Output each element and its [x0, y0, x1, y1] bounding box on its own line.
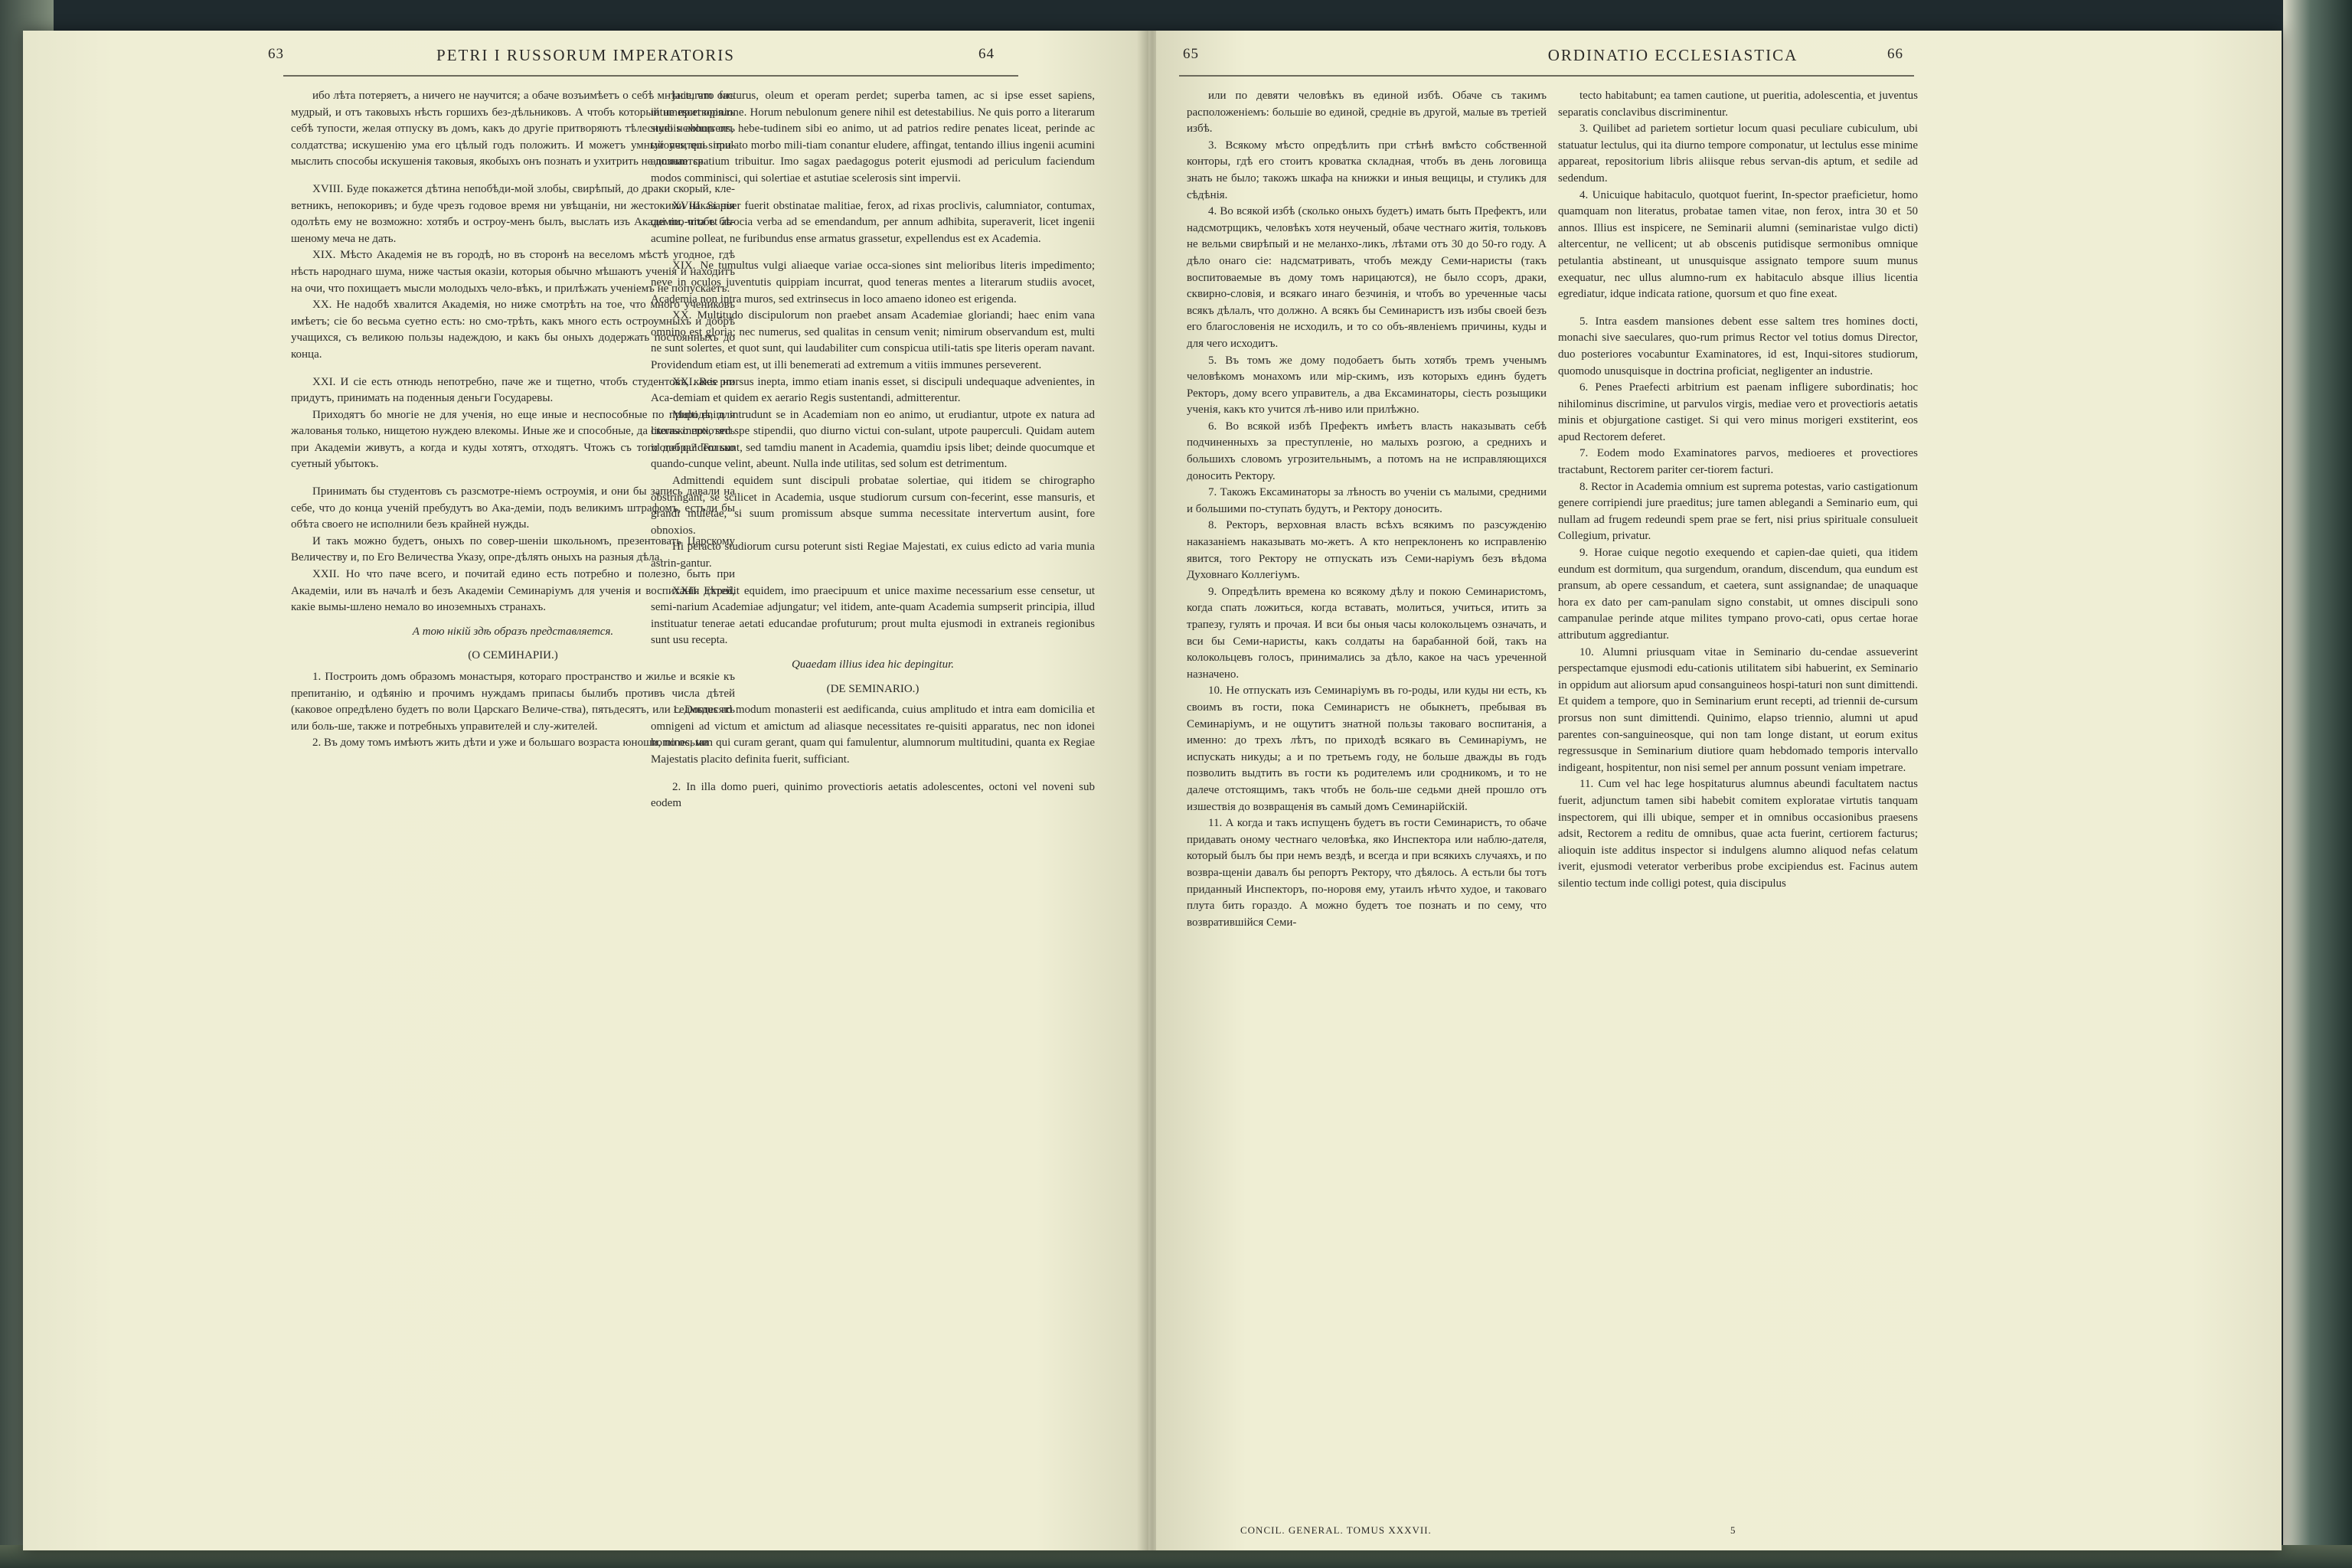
paragraph: Multi enim intrudunt se in Academiam non eo animo, ut erudiantur, utpote ex natura ad literas inepti, sed spe stipendii, quo diurno victui con-sulant, utpote pauperculi. Quidam autem idonei quidem sunt, sed tamdiu manent in Academia, quamdiu ipsis libet; deinde quocumque et quando-cunque velint, abeunt. Nulla inde utilitas, sed solum est detrimentum. [651, 408, 1095, 471]
latin-column [1558, 88, 1918, 1504]
section-subtitle: А тою нікій здѣ образъ представляется. [412, 625, 614, 638]
paragraph: 10. Не отпускать изъ Семинаріумъ въ го-роды, или куды ни есть, къ своимъ въ гости, пока Семинаристъ не обыкнетъ, пребывая въ Семинаріумъ, и не ощутитъ знатной пользы таковаго воспитанія, а именно: до трехъ лѣтъ, по приходѣ всякаго въ Семинаріумъ, не испускать никуды; а и по третьемъ году, не больше дважды въ годъ позволить выдтить въ гости къ родителемъ или сродникомъ, и то не далече отстоящимъ, такъ чтобъ не боль-ше седьми дней прошло отъ изшествія до возвращенія въ самый домъ Семинарійскій. [1187, 684, 1547, 813]
paragraph: XX. Multitudo discipulorum non praebet ansam Academiae gloriandi; haec enim vana omnino est gloria; nec numerus, sed qualitas in censum venit; nimirum observandum est, multi ne sunt solertes, et quot sunt, qui laudabiliter cum conspicua utili-tatis spe literis operam navant. Providendum etiam est, ut illi benemerati ad extremum a vitiis immunes perseverent. [651, 309, 1095, 371]
paragraph: XVIII. Буде покажется дѣтина непобѣди-мой злобы, свирѣпый, до драки скорый, кле-ветникъ, непокоривъ; и буде чрезъ годовое время ни увѣщаніи, ни жестокими наказанія одолѣть ему не возможно: хотябъ и остроу-менъ былъ, выслать изъ Академіи, чтобъ бѣ-шеному меча не дать. [291, 182, 735, 245]
paragraph: tecto habitabunt; ea tamen cautione, ut pueritia, adolescentia, et juventus separatis conclavibus discriminentur. [1558, 90, 1918, 119]
paragraph: 2. In illa domo pueri, quinimo provectioris aetatis adolescentes, octoni vel noveni sub eodem [651, 780, 1095, 810]
paragraph: 8. Ректоръ, верховная власть всѣхъ всякимъ по разсужденію наказаніемъ наказывать мо-жетъ. А кто непреклоненъ ко исправленію явится, того Ректору не отпускать изъ Семи-наріумъ безъ вѣдома Духовнаго Коллегіумъ. [1187, 519, 1547, 582]
paragraph: XXII. Expedit equidem, imo praecipuum et unice maxime necessarium esse censetur, ut semi-narium Academiae adjungatur; vel itidem, ante-quam Academia sumpserit principia, illud instituatur tenerae aetati educandae profuturum; prout multa ejusmodi in extraneis regionibus sunt usu recepta. [651, 584, 1095, 647]
paragraph: 5. Intra easdem mansiones debent esse saltem tres homines docti, monachi sive saeculares, quo-rum primus Rector vel totius domus Director, duo posteriores vocabuntur Examinatores, id est, Inqui-sitores studiorum, quomodo unusquisque in doctrina proficiat, negligenter an industrie. [1558, 315, 1918, 377]
book-spread [23, 31, 2282, 1550]
paragraph: XXI. И сіе есть отнюдь непотребно, паче же и тщетно, чтобъ студентовъ, какіе ни придутъ, принимать на поденныя деньги Государевы. [291, 375, 735, 405]
latin-column [651, 88, 1095, 1520]
page-number: 66 [1887, 46, 1903, 62]
page-footer: CONCIL. GENERAL. TOMUS XXXVII. [1240, 1524, 1432, 1536]
paragraph: 11. А когда и такъ испущенъ будетъ въ гости Семинаристъ, то обаче придавать оному честнаго человѣка, яко Инспектора или наблю-дателя, который былъ бы при немъ вездѣ, и всегда и при всякихъ случаяхъ, и по возвра-щеніи давалъ бы репортъ Ректору, что дѣялось. А естьли бы тотъ приданный Инспекторъ, по-норовя ему, утаилъ нѣчто худое, и таковаго плута бить гораздо. А можно будетъ тое познать и по сему, что возвратившійся Семи- [1187, 817, 1547, 929]
paragraph: XVIII. Si puer fuerit obstinatae malitiae, ferox, ad rixas proclivis, calumniator, contumax, qui mo-nita et atrocia verba ad se emendandum, per annum adhibita, superaverit, licet ingenii acumine polleat, ne furibundus ense armatus grassetur, expellendus est ex Academia. [651, 199, 1095, 245]
paragraph: Hi peracto studiorum cursu poterunt sisti Regiae Majestati, ex cuius edicto ad varia munia astrin-gantur. [651, 541, 1095, 570]
page-stack-right [2283, 0, 2352, 1568]
header-rule [283, 75, 1018, 77]
paragraph: 9. Опредѣлить времена ко всякому дѣлу и покою Семинаристомъ, когда спать ложиться, когда вставать, молиться, учиться, итить за трапезу, гулять и прочая. И вси бы оныя часы колокольцемъ означать, и вси бы Семи-наристы, какъ солдаты на барабанной бой, такъ на колокольцевъ голосъ, принимались за дѣло, какое на часъ уреченной назначено. [1187, 585, 1547, 681]
paragraph: XXI. Res prorsus inepta, immo etiam inanis esset, si discipuli undequaque advenientes, in Aca-demiam et quidem ex aerario Regis sustentandi, admitterentur. [651, 375, 1095, 405]
page-number: 65 [1183, 46, 1199, 62]
paragraph: И такъ можно будетъ, оныхъ по совер-шеніи школьномъ, презентовать Царскому Величеству и, по Его Величества Указу, опре-дѣлять оныхъ на разныя дѣла. [291, 534, 735, 564]
page-number: 63 [268, 46, 284, 62]
paragraph: 8. Rector in Academia omnium est suprema potestas, vario castigationum genere corripiendi jure praeditus; jure tamen ablegandi a Seminario eum, qui nullam ad frugem redeundi spem prae se fert, nisi prius spirituale consulueit Collegium, privatur. [1558, 480, 1918, 543]
paragraph: XIX. Мѣсто Академія не въ городѣ, но въ сторонѣ на веселомъ мѣстѣ угодное, гдѣ нѣсть народнаго шума, ниже частыя оказіи, которыя обычно мѣшаютъ ученія и находитъ на очи, что похищаетъ мысли молодыхъ чело-вѣкъ, и прилѣжать ученіемъ не попускаетъ. [291, 249, 735, 295]
paragraph: 7. Такожъ Ексаминаторы за лѣность во ученіи съ малыми, средними и большими по-ступать будутъ, и Ректору доносить. [1187, 486, 1547, 515]
paragraph: 3. Всякому мѣсто опредѣлить при стѣнѣ вмѣсто собственной конторы, гдѣ его стоитъ кроватка складная, чтобъ въ день логовища знать не было; такожъ шкафа на книжки и иныя вещицы, и стуликъ для сѣдѣнія. [1187, 139, 1547, 201]
section-heading: (О СЕМИНАРІИ.) [468, 649, 558, 662]
signature-mark: 5 [1730, 1524, 1736, 1536]
running-head: PETRI I RUSSORUM IMPERATORIS [436, 46, 735, 64]
paragraph: Приходятъ бо многіе не для ученія, но еще иные и неспособные по природѣ, для жалованья только, нищетою нуждею влекомы. Иные же и способные, да сколько похотятъ при Академіи живутъ, а когда и куды хотятъ, отходятъ. Чтожъ съ того добра? Только суетный убытокъ. [291, 408, 735, 471]
paragraph: 9. Horae cuique negotio exequendo et capien-dae quieti, qua itidem eundum est dormitum, qua surgendum, orandum, discendum, qua eundum est pransum, ab opere cessandum, et caetera, sunt assignandae; de unaquaque hora ex dato per cam-panulam signo constabit, ut omnes discipuli sono campanulae perinde atque milites tympano provo-cati, opus certae horae attributum aggrediantur. [1558, 547, 1918, 642]
right-page-header [1156, 46, 2282, 77]
paragraph: 1. Построить домъ образомъ монастыря, котораго пространство и жилье и всякіе къ препитанію, и одѣянію и прочимъ нуждамъ припасы былибъ противъ числа дѣтей (каковое опредѣлено будетъ по воли Царскаго Величе-ства), пятьдесятъ, или седмьдесятъ или боль-ше, также и потребныхъ управителей и слу-жителей. [291, 671, 735, 733]
paragraph: 11. Cum vel hac lege hospitaturus alumnus abeundi facultatem nactus fuerit, adjunctum tamen sibi habebit comitem exploratae virtutis tanquam inspectorem, qui illi ubique, semper et in omnibus occasionibus praesens adsit, Rectorem a reditu de omnibus, quae acta fuerint, certiorem facturus; alioquin iste additus inspector si indulgens alumno aliquod nefas celatum iverit, ejusmodi veterator verberibus probe excipiendus est. Facinus autem silentio tectum inde colligi potest, quia discipulus [1558, 778, 1918, 890]
paragraph: 3. Quilibet ad parietem sortietur locum quasi peculiare cubiculum, ubi statuatur lectulus, qui ita diurno tempore componatur, ut lectulus esse minime appareat, repositorium libris aliisque rebus servan-dis aptum, et sedile ad sedendum. [1558, 122, 1918, 185]
header-rule [1179, 75, 1914, 77]
paragraph: XX. Не надобѣ хвалится Академія, но ниже смотрѣть на тое, что много учениковъ имѣетъ; сіе бо весьма суетно есть: но смо-трѣть, какъ много есть остроумныхъ и добрѣ учащихся, съ великою пользы надеждою, и какъ бы оныхъ додержать постоянныхъ до конца. [291, 299, 735, 361]
paragraph: 6. Penes Praefecti arbitrium est paenam infligere subordinatis; hoc nihilominus discrimine, ut parvulos virgis, mediae vero et provectioris aetatis minis et objurgatione castiget. Si qui vero minus morigeri exstiterint, eos apud Rectorem deferet. [1558, 381, 1918, 443]
paragraph: XXII. Но что паче всего, и почитай едино есть потребно и полезно, быть при Академіи, или въ началѣ и безъ Академіи Семинаріумъ для ученія и воспитанія дѣтей, какіе вымы-шлено немало во иноземныхъ странахъ. [291, 568, 735, 614]
paragraph: 6. Во всякой избѣ Префектъ имѣетъ власть наказывать себѣ подчиненныхъ за преступленіе, но малыхъ розгою, а среднихъ и большихъ словомъ угрозительнымъ, а потомъ на не исправляющихся доносить Ректору. [1187, 420, 1547, 482]
page-number: 64 [978, 46, 995, 62]
paragraph: 5. Въ томъ же дому подобаетъ быть хотябъ тремъ ученымъ человѣкомъ монахомъ или мір-скимъ, изъ которыхъ единъ будетъ Ректоръ, дому всего управитель, а два Ексаминаторы, сіесть розыщики ученія, какъ кто учится лѣ-ниво или прилѣжно. [1187, 354, 1547, 416]
paragraph: 4. Unicuique habitaculo, quotquot fuerint, In-spector praeficietur, homo quamquam non literatus, probatae tamen vitae, non ferox, intra 30 et 50 annos. Illius est inspicere, ne Seminarii alumni (seminaristae vulgo dicti) altercentur, ne vellicent; ut ab obscenis putidisque sermonibus omnique petulantia abstineant, ut unusquisque assignato tempore suum munus exequatur, nec ullus alumno-rum ex habitaculo absque illius licentia egrediatur, idque indicata ratione, quorsum et quo fine exeat. [1558, 188, 1918, 301]
paragraph: Принимать бы студентовъ съ разсмотре-ніемъ остроумія, и они бы запись давали на себе, что до конца ученій пребудутъ во Ака-деміи, подъ великимъ штрафомъ, естьли бы обѣта своего не исполнили безъ крайней нужды. [291, 485, 735, 531]
paragraph: Admittendi equidem sunt discipuli probatae solertiae, qui itidem se chirographo obstringant, se scilicet in Academia, usque studiorum cursum con-fecerint, esse mansuris, et grandi muletae, si suum promissum absque summa necessitate intervertum ausint, fore obnoxios. [651, 475, 1095, 537]
paragraph: 2. Въ дому томъ имѣютъ жить дѣти и уже и большаго возраста юноши, по осьми [312, 737, 709, 750]
paragraph: 7. Eodem modo Examinatores parvos, medioeres et provectiores tractabunt, Rectorem pariter cer-tiorem facturi. [1558, 447, 1918, 477]
paragraph: 1. Domus ad modum monasterii est aedificanda, cuius amplitudo et intra eam domicilia et omnigeni ad victum et amictum ad aliasque necessitates re-quisiti apparatus, nec non idonei homines, tam qui curam gerant, quam qui famulentur, alumnorum multitudini, quanta ex Regiae Majestatis placito definita fuerit, sufficiant. [651, 704, 1095, 766]
paragraph: XIX. Ne tumultus vulgi aliaeque variae occa-siones sint melioribus literis impedimento; neve in oculos juventutis quippiam incurrat, quod teneras mentes a literarum studiis avocet, Academia non intra muros, sed extrinsecus in loco amaeno idoneo est erigenda. [651, 260, 1095, 305]
left-page-header [23, 46, 1148, 77]
paragraph: jacturam facturus, oleum et operam perdet; superba tamen, ac si ipse esset sapiens, intumescet opinione. Horum nebulonum genere nihil est detestabilius. Ne quis porro a literarum studiis abhorrens, hebe-tudinem sibi eo animo, ut ad patrios redire penates liceat, perinde ac tyrones, qui simulato morbo mili-tiam conantur eludere, affingat, tentando illius ingenii acumini annuum spatium tribuitur. Imo sagax paedagogus poterit ejusmodi ad periculum faciendum modos comminisci, qui solertiae et astutiae scelerosis sint imperviі. [651, 90, 1095, 185]
running-head: ORDINATIO ECCLESIASTICA [1547, 46, 1798, 64]
paragraph: или по девяти человѣкъ въ единой избѣ. Обаче съ такимъ расположеніемъ: большіе во единой, средніе въ другой, малые въ третіей избѣ. [1187, 90, 1547, 136]
section-subtitle: Quaedam illius idea hic depingitur. [791, 658, 955, 671]
paragraph: 10. Alumni priusquam vitae in Seminario du-cendae assueverint perspectamque ejusmodi edu-cationis utilitatem sibi habuerint, ex Seminario in oppidum aut aliorsum apud consanguineos hospi-taturi non sunt dimittendi. Et quidem a tempore, quo in Seminarium erunt recepti, ad triennii de-cursum prorsus non sunt dimittendi. Quinimo, elapso triennio, alumni ut apud parentes con-sanguineosque, qui non tam longe distant, ut eorum exitus regressusque in Seminarium diutiore quam hebdomado temporis intervallo indigeant, hospitentur, non nisi semel per annum possunt veniam impetrare. [1558, 645, 1918, 774]
section-heading: (DE SEMINARIO.) [826, 682, 920, 695]
russian-column [1187, 88, 1547, 1504]
right-page [1156, 31, 2282, 1550]
paragraph: ибо лѣта потеряетъ, а ничего не научится; а обаче возъимѣетъ о себѣ мнѣніе, что онъ мудрый, и отъ таковыхъ нѣсть горшихъ без-дѣльниковъ. А чтобъ который не притворялъ себѣ тупости, желая отпуску въ домъ, какъ до другіе притворяютъ тѣлесную немощь отъ солдатства; искушенію ума его цѣлый годъ положить. И можетъ умный учитель при-мыслить способы искушенія таковыя, якобыхъ онъ познать и ухитрить не дознается. [291, 90, 735, 168]
paragraph: 4. Во всякой избѣ (сколько оныхъ будетъ) имать быть Префектъ, или надсмотрщикъ, человѣкъ хотя неученый, обаче честнаго житія, тольковъ не вельми свирѣпый и не меланхо-ликъ, лѣтами отъ 30 до 50-го году. А дѣло онаго сіе: надсматривать, чтобъ между Семи-наристы (такъ воспитоваемые въ дому томъ нарицаются), не было ссоръ, драки, сквирно-словія, и всякаго инаго безчинія, и чтобъ во уреченные часы всякъ дѣлалъ, что должно. А всякъ бы Семинаристъ изъ избы своей безъ его благословенія не исходилъ, и то со объ-явленіемъ причины, куды и для чего исходитъ. [1187, 205, 1547, 350]
